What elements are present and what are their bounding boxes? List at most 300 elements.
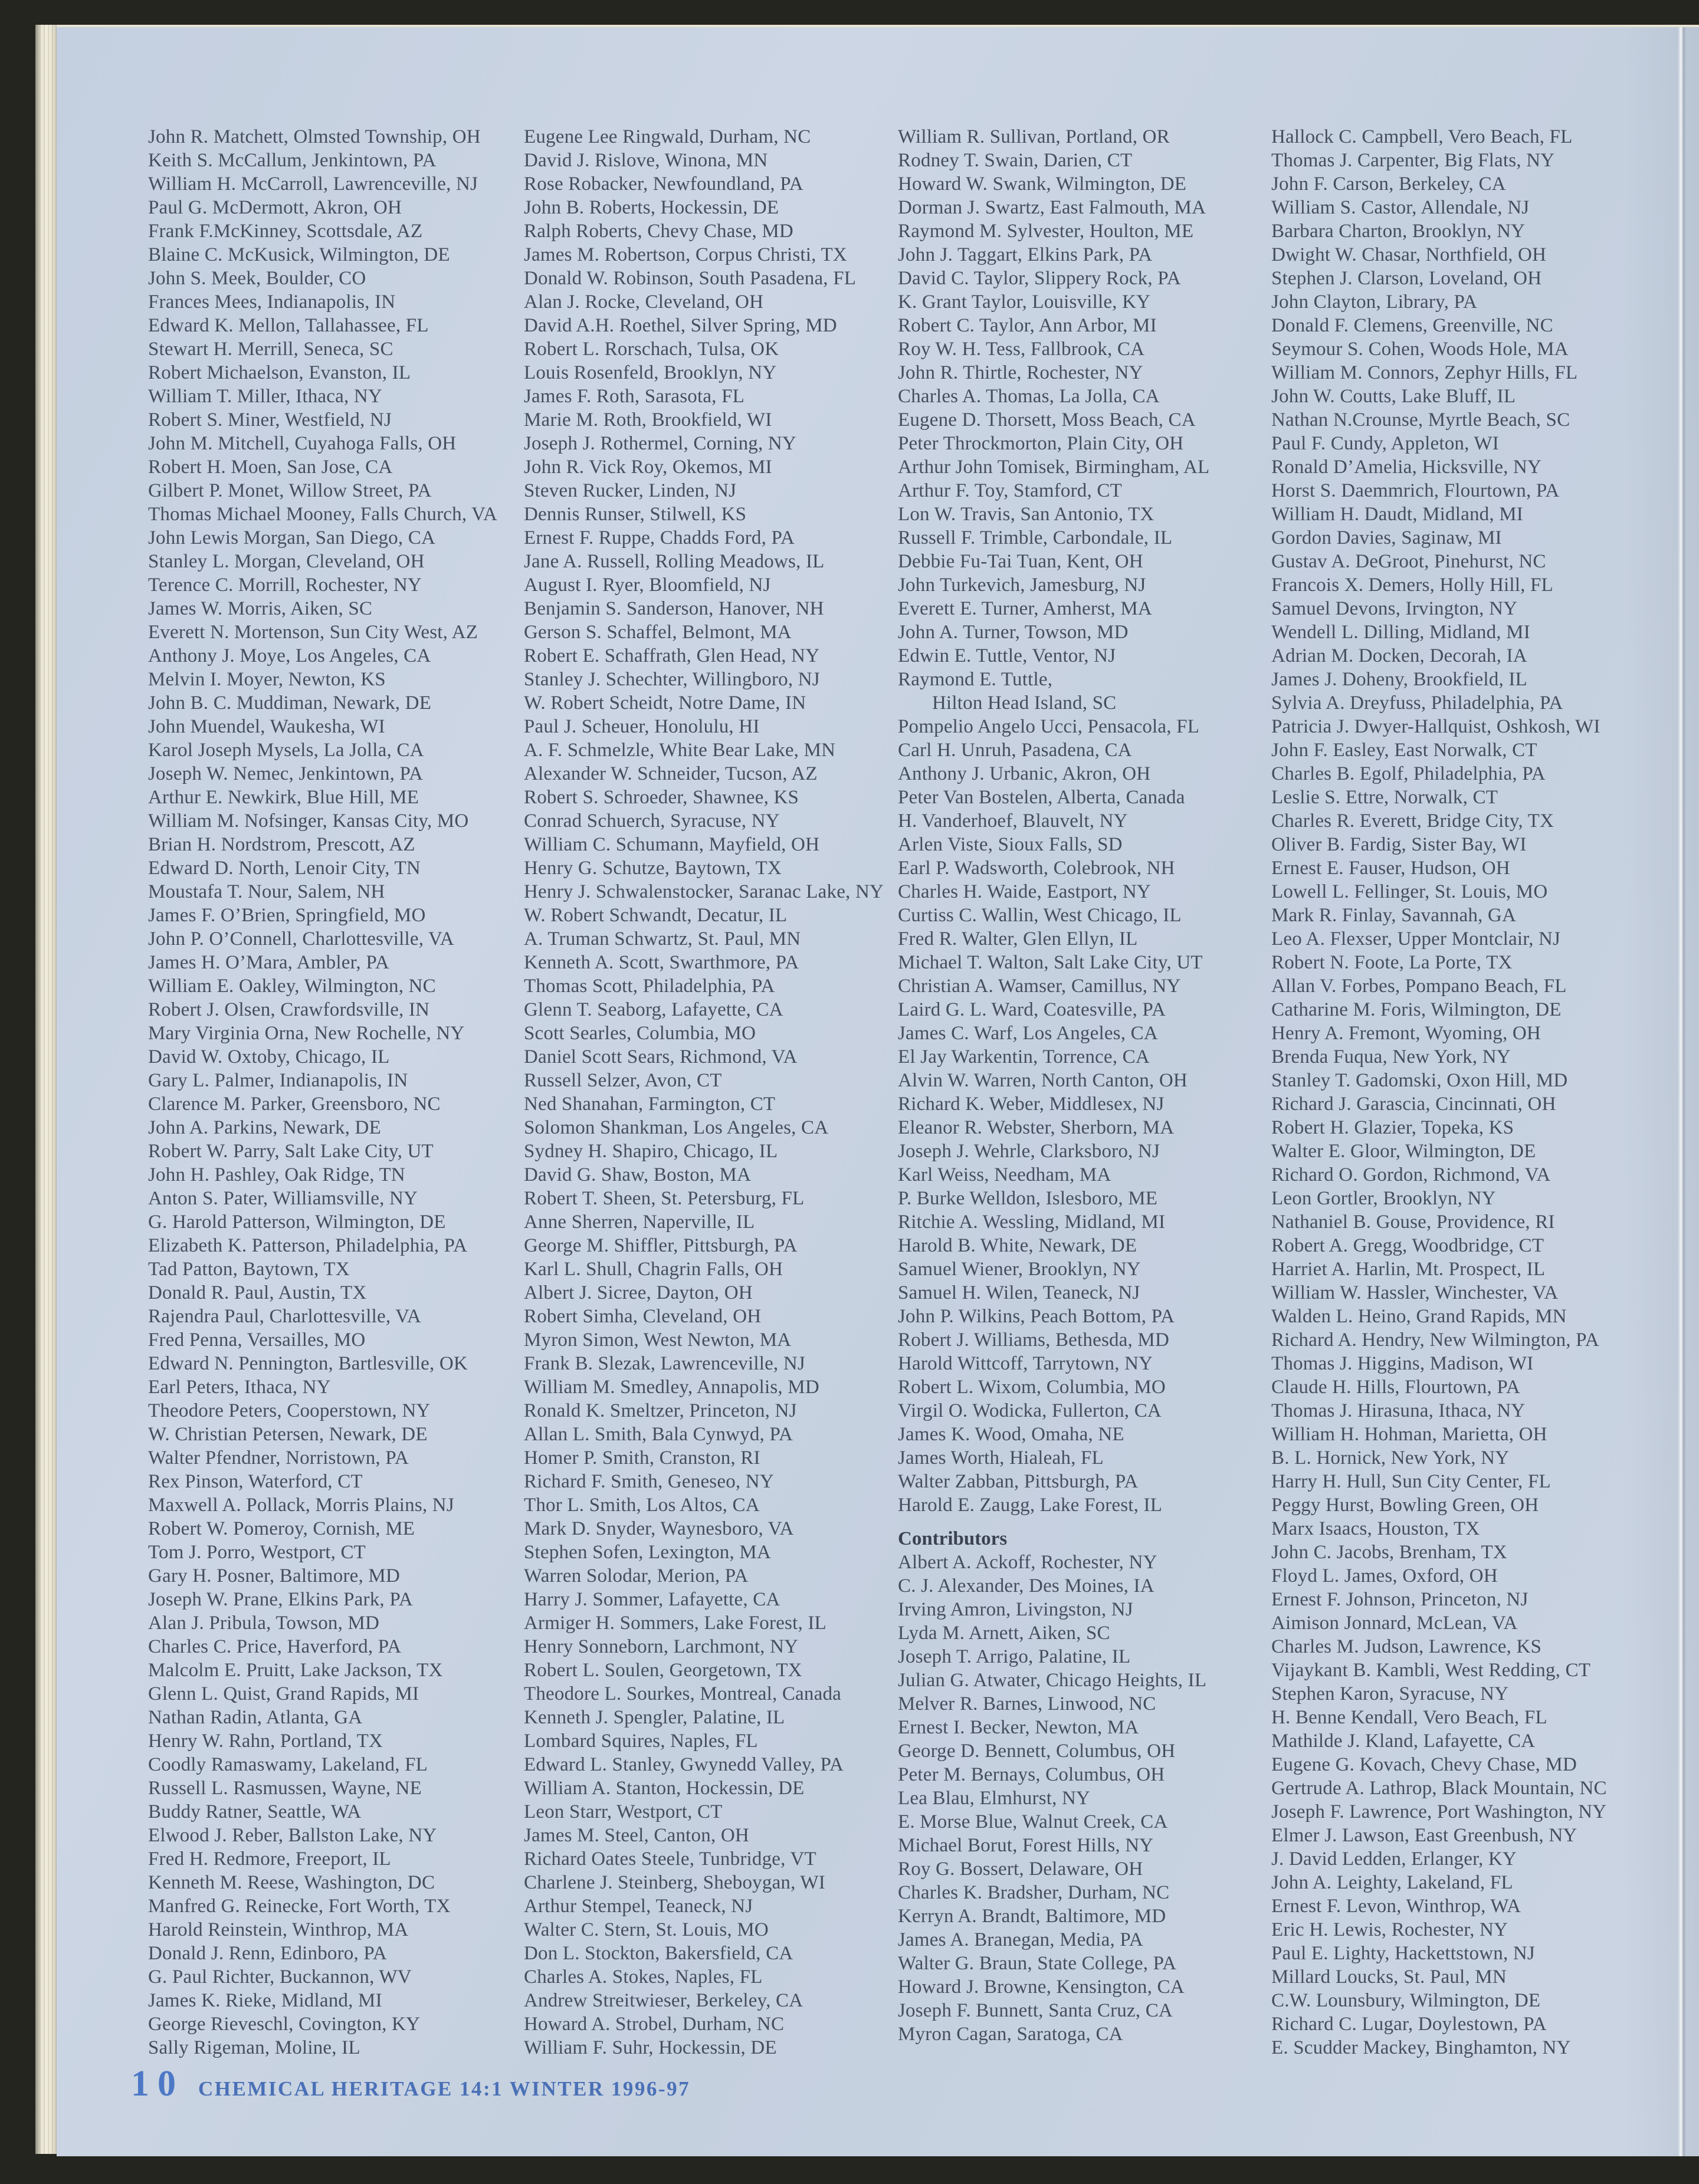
directory-entry: August I. Ryer, Bloomfield, NJ <box>524 574 771 596</box>
directory-entry: John R. Matchett, Olmsted Township, OH <box>148 126 481 147</box>
directory-entry: Robert L. Wixom, Columbia, MO <box>898 1377 1166 1398</box>
directory-entry: John F. Easley, East Norwalk, CT <box>1271 740 1537 761</box>
directory-entry: Raymond E. Tuttle, <box>898 669 1053 690</box>
directory-entry: Gary L. Palmer, Indianapolis, IN <box>148 1070 408 1091</box>
directory-entry: Kenneth J. Spengler, Palatine, IL <box>524 1707 785 1728</box>
directory-entry: Joseph F. Bunnett, Santa Cruz, CA <box>898 2000 1173 2021</box>
directory-entry: Scott Searles, Columbia, MO <box>524 1023 756 1044</box>
directory-entry: Brenda Fuqua, New York, NY <box>1271 1046 1511 1068</box>
directory-entry: Edward D. North, Lenoir City, TN <box>148 858 421 879</box>
directory-entry: Howard A. Strobel, Durham, NC <box>524 2014 785 2035</box>
directory-entry: James F. O’Brien, Springfield, MO <box>148 905 426 926</box>
directory-entry: William S. Castor, Allendale, NJ <box>1271 197 1530 218</box>
directory-entry: James C. Warf, Los Angeles, CA <box>898 1023 1158 1044</box>
directory-entry: Joseph W. Prane, Elkins Park, PA <box>148 1589 413 1610</box>
section-heading: Contributors <box>898 1528 1008 1549</box>
directory-entry: Allan L. Smith, Bala Cynwyd, PA <box>524 1424 793 1445</box>
directory-entry: Carl H. Unruh, Pasadena, CA <box>898 740 1132 761</box>
directory-entry: Henry J. Schwalenstocker, Saranac Lake, NY <box>524 881 884 902</box>
directory-entry: Samuel H. Wilen, Teaneck, NJ <box>898 1282 1140 1303</box>
directory-entry: Seymour S. Cohen, Woods Hole, MA <box>1271 339 1569 360</box>
directory-entry: William M. Connors, Zephyr Hills, FL <box>1271 362 1578 383</box>
directory-entry: Mary Virginia Orna, New Rochelle, NY <box>148 1023 465 1044</box>
directory-entry: Keith S. McCallum, Jenkintown, PA <box>148 150 437 171</box>
directory-entry: Eleanor R. Webster, Sherborn, MA <box>898 1117 1175 1138</box>
directory-entry: Rajendra Paul, Charlottesville, VA <box>148 1306 421 1327</box>
directory-entry: W. Christian Petersen, Newark, DE <box>148 1424 428 1445</box>
directory-entry: Aimison Jonnard, McLean, VA <box>1271 1612 1518 1634</box>
directory-entry: Michael T. Walton, Salt Lake City, UT <box>898 952 1203 973</box>
directory-entry: Robert Michaelson, Evanston, IL <box>148 362 411 383</box>
directory-entry: A. Truman Schwartz, St. Paul, MN <box>524 928 801 950</box>
directory-entry: Tom J. Porro, Westport, CT <box>148 1542 366 1563</box>
directory-entry: Robert T. Sheen, St. Petersburg, FL <box>524 1188 805 1209</box>
directory-entry: Ralph Roberts, Chevy Chase, MD <box>524 221 793 242</box>
directory-entry: Albert J. Sicree, Dayton, OH <box>524 1282 753 1303</box>
directory-entry: Oliver B. Fardig, Sister Bay, WI <box>1271 834 1527 855</box>
directory-entry: Paul F. Cundy, Appleton, WI <box>1271 433 1499 454</box>
directory-entry: Leslie S. Ettre, Norwalk, CT <box>1271 787 1498 808</box>
directory-entry: Wendell L. Dilling, Midland, MI <box>1271 622 1530 643</box>
directory-entry: Walter E. Gloor, Wilmington, DE <box>1271 1141 1536 1162</box>
directory-entry: James W. Morris, Aiken, SC <box>148 598 373 619</box>
directory-entry: Charles H. Waide, Eastport, NY <box>898 881 1151 902</box>
directory-entry: Laird G. L. Ward, Coatesville, PA <box>898 999 1166 1020</box>
directory-entry: Walden L. Heino, Grand Rapids, MN <box>1271 1306 1567 1327</box>
directory-entry-continuation: Hilton Head Island, SC <box>932 692 1117 714</box>
directory-entry: Patricia J. Dwyer-Hallquist, Oshkosh, WI <box>1271 716 1600 737</box>
directory-entry: Gertrude A. Lathrop, Black Mountain, NC <box>1271 1778 1607 1799</box>
directory-entry: Earl Peters, Ithaca, NY <box>148 1377 331 1398</box>
directory-entry: Edward L. Stanley, Gwynedd Valley, PA <box>524 1754 844 1775</box>
directory-entry: James M. Robertson, Corpus Christi, TX <box>524 244 847 265</box>
directory-entry: David J. Rislove, Winona, MN <box>524 150 768 171</box>
directory-entry: Lea Blau, Elmhurst, NY <box>898 1788 1091 1809</box>
directory-entry: John A. Parkins, Newark, DE <box>148 1117 381 1138</box>
directory-entry: Armiger H. Sommers, Lake Forest, IL <box>524 1612 826 1634</box>
directory-entry: Stanley J. Schechter, Willingboro, NJ <box>524 669 820 690</box>
directory-entry: Russell F. Trimble, Carbondale, IL <box>898 527 1173 549</box>
directory-entry: Nathan N.Crounse, Myrtle Beach, SC <box>1271 409 1570 431</box>
directory-entry: Francois X. Demers, Holly Hill, FL <box>1271 574 1553 596</box>
directory-entry: Henry A. Fremont, Wyoming, OH <box>1271 1023 1541 1044</box>
directory-entry: Richard Oates Steele, Tunbridge, VT <box>524 1848 816 1870</box>
directory-entry: Arthur Stempel, Teaneck, NJ <box>524 1896 753 1917</box>
directory-entry: Harold E. Zaugg, Lake Forest, IL <box>898 1495 1163 1516</box>
text-column-2 <box>524 125 893 2060</box>
directory-entry: Paul G. McDermott, Akron, OH <box>148 197 402 218</box>
directory-entry: G. Harold Patterson, Wilmington, DE <box>148 1211 446 1233</box>
directory-entry: John A. Turner, Towson, MD <box>898 622 1129 643</box>
directory-entry: Richard C. Lugar, Doylestown, PA <box>1271 2014 1547 2035</box>
directory-entry: George M. Shiffler, Pittsburgh, PA <box>524 1235 798 1256</box>
directory-entry: Thomas Scott, Philadelphia, PA <box>524 976 775 997</box>
directory-entry: Lyda M. Arnett, Aiken, SC <box>898 1623 1110 1644</box>
directory-entry: E. Morse Blue, Walnut Creek, CA <box>898 1811 1168 1832</box>
directory-entry: Charles B. Egolf, Philadelphia, PA <box>1271 763 1546 784</box>
directory-entry: G. Paul Richter, Buckannon, WV <box>148 1966 412 1988</box>
directory-entry: Sylvia A. Dreyfuss, Philadelphia, PA <box>1271 692 1563 714</box>
directory-entry: Steven Rucker, Linden, NJ <box>524 480 737 501</box>
directory-entry: Virgil O. Wodicka, Fullerton, CA <box>898 1400 1162 1421</box>
directory-entry: Christian A. Wamser, Camillus, NY <box>898 976 1181 997</box>
directory-entry: Walter C. Stern, St. Louis, MO <box>524 1919 769 1940</box>
directory-entry: Glenn L. Quist, Grand Rapids, MI <box>148 1683 419 1704</box>
directory-entry: Frank F.McKinney, Scottsdale, AZ <box>148 221 423 242</box>
directory-entry: Alexander W. Schneider, Tucson, AZ <box>524 763 818 784</box>
directory-entry: Leon Starr, Westport, CT <box>524 1801 723 1822</box>
directory-entry: Peter Van Bostelen, Alberta, Canada <box>898 787 1185 808</box>
directory-entry: Buddy Ratner, Seattle, WA <box>148 1801 362 1822</box>
directory-entry: Walter Pfendner, Norristown, PA <box>148 1447 409 1469</box>
directory-entry: Homer P. Smith, Cranston, RI <box>524 1447 760 1469</box>
directory-entry: Gary H. Posner, Baltimore, MD <box>148 1565 401 1587</box>
directory-entry: Lowell L. Fellinger, St. Louis, MO <box>1271 881 1548 902</box>
directory-entry: C. J. Alexander, Des Moines, IA <box>898 1575 1154 1597</box>
directory-entry: Robert S. Schroeder, Shawnee, KS <box>524 787 799 808</box>
directory-entry: Paul J. Scheuer, Honolulu, HI <box>524 716 760 737</box>
directory-entry: Jane A. Russell, Rolling Meadows, IL <box>524 551 825 572</box>
directory-entry: Thomas Michael Mooney, Falls Church, VA <box>148 504 497 525</box>
directory-entry: James K. Wood, Omaha, NE <box>898 1424 1124 1445</box>
directory-entry: William H. Daudt, Midland, MI <box>1271 504 1524 525</box>
directory-entry: Harold Reinstein, Winthrop, MA <box>148 1919 409 1940</box>
directory-entry: Gordon Davies, Saginaw, MI <box>1271 527 1502 549</box>
directory-entry: K. Grant Taylor, Louisville, KY <box>898 291 1151 313</box>
directory-entry: Conrad Schuerch, Syracuse, NY <box>524 810 780 832</box>
directory-entry: Charlene J. Steinberg, Sheboygan, WI <box>524 1872 825 1893</box>
directory-entry: George D. Bennett, Columbus, OH <box>898 1740 1176 1762</box>
directory-entry: Theodore Peters, Cooperstown, NY <box>148 1400 431 1421</box>
directory-entry: John F. Carson, Berkeley, CA <box>1271 173 1506 195</box>
directory-entry: Everett N. Mortenson, Sun City West, AZ <box>148 622 478 643</box>
directory-entry: Tad Patton, Baytown, TX <box>148 1259 350 1280</box>
directory-entry: John Turkevich, Jamesburg, NJ <box>898 574 1146 596</box>
directory-entry: John Clayton, Library, PA <box>1271 291 1478 313</box>
directory-entry: Robert C. Taylor, Ann Arbor, MI <box>898 315 1157 336</box>
directory-entry: Karol Joseph Mysels, La Jolla, CA <box>148 740 424 761</box>
directory-entry: Kerryn A. Brandt, Baltimore, MD <box>898 1906 1166 1927</box>
directory-entry: Nathan Radin, Atlanta, GA <box>148 1707 363 1728</box>
directory-entry: Ernest E. Fauser, Hudson, OH <box>1271 858 1510 879</box>
directory-entry: Walter G. Braun, State College, PA <box>898 1953 1177 1974</box>
directory-entry: William T. Miller, Ithaca, NY <box>148 386 382 407</box>
directory-entry: Irving Amron, Livingston, NJ <box>898 1599 1133 1620</box>
directory-entry: John C. Jacobs, Brenham, TX <box>1271 1542 1507 1563</box>
directory-entry: Everett E. Turner, Amherst, MA <box>898 598 1152 619</box>
directory-entry: Samuel Wiener, Brooklyn, NY <box>898 1259 1141 1280</box>
directory-entry: Mark R. Finlay, Savannah, GA <box>1271 905 1516 926</box>
directory-entry: John R. Thirtle, Rochester, NY <box>898 362 1143 383</box>
directory-entry: Peggy Hurst, Bowling Green, OH <box>1271 1495 1539 1516</box>
directory-entry: Earl P. Wadsworth, Colebrook, NH <box>898 858 1175 879</box>
directory-entry: David W. Oxtoby, Chicago, IL <box>148 1046 390 1068</box>
directory-entry: Solomon Shankman, Los Angeles, CA <box>524 1117 829 1138</box>
directory-entry: W. Robert Schwandt, Decatur, IL <box>524 905 788 926</box>
directory-entry: David G. Shaw, Boston, MA <box>524 1164 752 1185</box>
directory-entry: William R. Sullivan, Portland, OR <box>898 126 1170 147</box>
directory-entry: Dorman J. Swartz, East Falmouth, MA <box>898 197 1206 218</box>
directory-entry: Floyd L. James, Oxford, OH <box>1271 1565 1498 1587</box>
directory-entry: Henry W. Rahn, Portland, TX <box>148 1730 383 1752</box>
directory-entry: Sally Rigeman, Moline, IL <box>148 2037 360 2058</box>
directory-entry: Stanley T. Gadomski, Oxon Hill, MD <box>1271 1070 1568 1091</box>
directory-entry: Manfred G. Reinecke, Fort Worth, TX <box>148 1896 451 1917</box>
directory-entry: Louis Rosenfeld, Brooklyn, NY <box>524 362 777 383</box>
directory-entry: Thor L. Smith, Los Altos, CA <box>524 1495 760 1516</box>
directory-entry: Alvin W. Warren, North Canton, OH <box>898 1070 1188 1091</box>
directory-entry: Arlen Viste, Sioux Falls, SD <box>898 834 1123 855</box>
directory-entry: Richard J. Garascia, Cincinnati, OH <box>1271 1093 1556 1115</box>
directory-entry: Roy W. H. Tess, Fallbrook, CA <box>898 339 1145 360</box>
directory-entry: Rex Pinson, Waterford, CT <box>148 1471 363 1492</box>
directory-entry: Richard F. Smith, Geneseo, NY <box>524 1471 774 1492</box>
directory-entry: Myron Cagan, Saratoga, CA <box>898 2024 1123 2045</box>
directory-entry: H. Vanderhoef, Blauvelt, NY <box>898 810 1128 832</box>
directory-entry: Donald R. Paul, Austin, TX <box>148 1282 367 1303</box>
directory-entry: Ned Shanahan, Farmington, CT <box>524 1093 776 1115</box>
directory-entry: Coodly Ramaswamy, Lakeland, FL <box>148 1754 428 1775</box>
directory-entry: Charles A. Thomas, La Jolla, CA <box>898 386 1160 407</box>
directory-entry: Frank B. Slezak, Lawrenceville, NJ <box>524 1353 805 1374</box>
page-crease <box>1678 27 1686 2156</box>
directory-entry: Ernest I. Becker, Newton, MA <box>898 1717 1139 1738</box>
directory-entry: Harold Wittcoff, Tarrytown, NY <box>898 1353 1153 1374</box>
directory-entry: Ernest F. Ruppe, Chadds Ford, PA <box>524 527 795 549</box>
directory-entry: Moustafa T. Nour, Salem, NH <box>148 881 385 902</box>
directory-entry: Hallock C. Campbell, Vero Beach, FL <box>1271 126 1573 147</box>
directory-entry: Robert L. Rorschach, Tulsa, OK <box>524 339 779 360</box>
directory-entry: Benjamin S. Sanderson, Hanover, NH <box>524 598 824 619</box>
directory-entry: Elizabeth K. Patterson, Philadelphia, PA <box>148 1235 468 1256</box>
directory-entry: Henry Sonneborn, Larchmont, NY <box>524 1636 799 1657</box>
directory-entry: Robert S. Miner, Westfield, NJ <box>148 409 392 431</box>
directory-entry: Robert J. Williams, Bethesda, MD <box>898 1329 1170 1351</box>
directory-entry: Anthony J. Urbanic, Akron, OH <box>898 763 1151 784</box>
directory-entry: Elmer J. Lawson, East Greenbush, NY <box>1271 1825 1577 1846</box>
directory-entry: Melver R. Barnes, Linwood, NC <box>898 1693 1156 1715</box>
directory-entry: James H. O’Mara, Ambler, PA <box>148 952 389 973</box>
directory-entry: Anton S. Pater, Williamsville, NY <box>148 1188 418 1209</box>
directory-entry: Gilbert P. Monet, Willow Street, PA <box>148 480 432 501</box>
directory-entry: William M. Smedley, Annapolis, MD <box>524 1377 819 1398</box>
directory-entry: Arthur E. Newkirk, Blue Hill, ME <box>148 787 419 808</box>
directory-entry: Robert J. Olsen, Crawfordsville, IN <box>148 999 430 1020</box>
directory-entry: Robert H. Moen, San Jose, CA <box>148 456 393 478</box>
directory-entry: Terence C. Morrill, Rochester, NY <box>148 574 422 596</box>
directory-entry: Karl L. Shull, Chagrin Falls, OH <box>524 1259 783 1280</box>
directory-entry: Arthur F. Toy, Stamford, CT <box>898 480 1122 501</box>
directory-entry: Edward N. Pennington, Bartlesville, OK <box>148 1353 468 1374</box>
directory-entry: Lon W. Travis, San Antonio, TX <box>898 504 1154 525</box>
directory-entry: Pompelio Angelo Ucci, Pensacola, FL <box>898 716 1200 737</box>
directory-entry: George Rieveschl, Covington, KY <box>148 2014 421 2035</box>
directory-entry: John M. Mitchell, Cuyahoga Falls, OH <box>148 433 457 454</box>
directory-entry: William M. Nofsinger, Kansas City, MO <box>148 810 469 832</box>
directory-entry: Sydney H. Shapiro, Chicago, IL <box>524 1141 778 1162</box>
directory-entry: James K. Rieke, Midland, MI <box>148 1990 382 2011</box>
directory-entry: Ronald K. Smeltzer, Princeton, NJ <box>524 1400 797 1421</box>
directory-entry: Brian H. Nordstrom, Prescott, AZ <box>148 834 415 855</box>
directory-entry: Dennis Runser, Stilwell, KS <box>524 504 747 525</box>
text-column-3 <box>898 125 1267 2046</box>
directory-entry: William F. Suhr, Hockessin, DE <box>524 2037 777 2058</box>
directory-entry: Karl Weiss, Needham, MA <box>898 1164 1111 1185</box>
directory-entry: B. L. Hornick, New York, NY <box>1271 1447 1510 1469</box>
directory-entry: Barbara Charton, Brooklyn, NY <box>1271 221 1526 242</box>
directory-entry: Joseph J. Rothermel, Corning, NY <box>524 433 796 454</box>
directory-entry: Anne Sherren, Naperville, IL <box>524 1211 755 1233</box>
directory-entry: Melvin I. Moyer, Newton, KS <box>148 669 386 690</box>
directory-entry: John P. Wilkins, Peach Bottom, PA <box>898 1306 1175 1327</box>
directory-entry: Clarence M. Parker, Greensboro, NC <box>148 1093 441 1115</box>
directory-entry: John S. Meek, Boulder, CO <box>148 268 366 289</box>
directory-entry: Thomas J. Carpenter, Big Flats, NY <box>1271 150 1555 171</box>
directory-entry: John B. C. Muddiman, Newark, DE <box>148 692 432 714</box>
page-edge-strip <box>35 25 58 2154</box>
directory-entry: Kenneth M. Reese, Washington, DC <box>148 1872 435 1893</box>
directory-entry: Charles M. Judson, Lawrence, KS <box>1271 1636 1542 1657</box>
directory-entry: Elwood J. Reber, Ballston Lake, NY <box>148 1825 437 1846</box>
directory-entry: Arthur John Tomisek, Birmingham, AL <box>898 456 1210 478</box>
directory-entry: John Muendel, Waukesha, WI <box>148 716 385 737</box>
directory-entry: Mark D. Snyder, Waynesboro, VA <box>524 1518 794 1539</box>
directory-entry: David C. Taylor, Slippery Rock, PA <box>898 268 1181 289</box>
directory-entry: Stewart H. Merrill, Seneca, SC <box>148 339 393 360</box>
directory-entry: Henry G. Schutze, Baytown, TX <box>524 858 782 879</box>
directory-entry: Ernest F. Johnson, Princeton, NJ <box>1271 1589 1529 1610</box>
directory-entry: Myron Simon, West Newton, MA <box>524 1329 792 1351</box>
directory-entry: Richard K. Weber, Middlesex, NJ <box>898 1093 1165 1115</box>
directory-entry: Mathilde J. Kland, Lafayette, CA <box>1271 1730 1536 1752</box>
directory-entry: Maxwell A. Pollack, Morris Plains, NJ <box>148 1495 454 1516</box>
directory-entry: Stanley L. Morgan, Cleveland, OH <box>148 551 425 572</box>
directory-entry: W. Robert Scheidt, Notre Dame, IN <box>524 692 806 714</box>
directory-entry: William A. Stanton, Hockessin, DE <box>524 1778 805 1799</box>
directory-entry: Charles A. Stokes, Naples, FL <box>524 1966 763 1988</box>
directory-entry: Warren Solodar, Merion, PA <box>524 1565 749 1587</box>
directory-entry: Leon Gortler, Brooklyn, NY <box>1271 1188 1496 1209</box>
directory-entry: John A. Leighty, Lakeland, FL <box>1271 1872 1513 1893</box>
directory-entry: Eugene D. Thorsett, Moss Beach, CA <box>898 409 1196 431</box>
directory-entry: Daniel Scott Sears, Richmond, VA <box>524 1046 798 1068</box>
directory-entry: Blaine C. McKusick, Wilmington, DE <box>148 244 450 265</box>
directory-entry: Ronald D’Amelia, Hicksville, NY <box>1271 456 1542 478</box>
directory-entry: Harold B. White, Newark, DE <box>898 1235 1137 1256</box>
directory-entry: Debbie Fu-Tai Tuan, Kent, OH <box>898 551 1143 572</box>
directory-entry: John J. Taggart, Elkins Park, PA <box>898 244 1153 265</box>
directory-entry: Vijaykant B. Kambli, West Redding, CT <box>1271 1660 1591 1681</box>
directory-entry: Catharine M. Foris, Wilmington, DE <box>1271 999 1562 1020</box>
directory-entry: Paul E. Lighty, Hackettstown, NJ <box>1271 1943 1535 1964</box>
directory-entry: John P. O’Connell, Charlottesville, VA <box>148 928 454 950</box>
directory-entry: Harriet A. Harlin, Mt. Prospect, IL <box>1271 1259 1546 1280</box>
directory-entry: Howard J. Browne, Kensington, CA <box>898 1976 1185 1998</box>
directory-entry: Charles R. Everett, Bridge City, TX <box>1271 810 1554 832</box>
directory-entry: E. Scudder Mackey, Binghamton, NY <box>1271 2037 1571 2058</box>
directory-entry: Gustav A. DeGroot, Pinehurst, NC <box>1271 551 1546 572</box>
directory-entry: Joseph J. Wehrle, Clarksboro, NJ <box>898 1141 1160 1162</box>
directory-entry: Harry H. Hull, Sun City Center, FL <box>1271 1471 1551 1492</box>
directory-entry: Robert N. Foote, La Porte, TX <box>1271 952 1513 973</box>
directory-entry: William H. Hohman, Marietta, OH <box>1271 1424 1547 1445</box>
directory-entry: Edwin E. Tuttle, Ventor, NJ <box>898 645 1116 666</box>
directory-entry: Stephen Sofen, Lexington, MA <box>524 1542 771 1563</box>
directory-entry: Robert Simha, Cleveland, OH <box>524 1306 762 1327</box>
directory-entry: Peter Throckmorton, Plain City, OH <box>898 433 1184 454</box>
directory-entry: Richard O. Gordon, Richmond, VA <box>1271 1164 1551 1185</box>
directory-entry: Anthony J. Moye, Los Angeles, CA <box>148 645 431 666</box>
directory-entry: Andrew Streitwieser, Berkeley, CA <box>524 1990 803 2011</box>
directory-entry: Howard W. Swank, Wilmington, DE <box>898 173 1187 195</box>
directory-entry: Curtiss C. Wallin, West Chicago, IL <box>898 905 1182 926</box>
directory-entry: Marx Isaacs, Houston, TX <box>1271 1518 1480 1539</box>
directory-entry: Frances Mees, Indianapolis, IN <box>148 291 396 313</box>
directory-entry: Donald W. Robinson, South Pasadena, FL <box>524 268 857 289</box>
directory-entry: John R. Vick Roy, Okemos, MI <box>524 456 772 478</box>
directory-entry: Roy G. Bossert, Delaware, OH <box>898 1858 1143 1880</box>
directory-entry: Rose Robacker, Newfoundland, PA <box>524 173 803 195</box>
directory-entry: James M. Steel, Canton, OH <box>524 1825 749 1846</box>
directory-entry: John Lewis Morgan, San Diego, CA <box>148 527 436 549</box>
directory-entry: Glenn T. Seaborg, Lafayette, CA <box>524 999 783 1020</box>
directory-entry: Kenneth A. Scott, Swarthmore, PA <box>524 952 799 973</box>
directory-entry: Raymond M. Sylvester, Houlton, ME <box>898 221 1194 242</box>
directory-entry: David A.H. Roethel, Silver Spring, MD <box>524 315 837 336</box>
directory-entry: Fred Penna, Versailles, MO <box>148 1329 366 1351</box>
directory-entry: Robert A. Gregg, Woodbridge, CT <box>1271 1235 1544 1256</box>
directory-entry: Joseph F. Lawrence, Port Washington, NY <box>1271 1801 1607 1822</box>
directory-entry: Charles K. Bradsher, Durham, NC <box>898 1882 1170 1903</box>
page-footer <box>131 2063 690 2105</box>
directory-entry: Ernest F. Levon, Winthrop, WA <box>1271 1896 1521 1917</box>
directory-entry: Harry J. Sommer, Lafayette, CA <box>524 1589 780 1610</box>
magazine-page <box>57 25 1699 2156</box>
directory-entry: Joseph W. Nemec, Jenkintown, PA <box>148 763 424 784</box>
directory-entry: Samuel Devons, Irvington, NY <box>1271 598 1518 619</box>
directory-entry: Richard A. Hendry, New Wilmington, PA <box>1271 1329 1599 1351</box>
directory-entry: A. F. Schmelzle, White Bear Lake, MN <box>524 740 836 761</box>
directory-entry: Robert H. Glazier, Topeka, KS <box>1271 1117 1514 1138</box>
directory-entry: Edward K. Mellon, Tallahassee, FL <box>148 315 429 336</box>
directory-entry: Millard Loucks, St. Paul, MN <box>1271 1966 1507 1988</box>
directory-entry: Russell Selzer, Avon, CT <box>524 1070 722 1091</box>
directory-entry: P. Burke Welldon, Islesboro, ME <box>898 1188 1158 1209</box>
directory-entry: Donald J. Renn, Edinboro, PA <box>148 1943 387 1964</box>
directory-entry: Malcolm E. Pruitt, Lake Jackson, TX <box>148 1660 443 1681</box>
directory-entry: William E. Oakley, Wilmington, NC <box>148 976 436 997</box>
directory-entry: J. David Ledden, Erlanger, KY <box>1271 1848 1517 1870</box>
directory-entry: Fred H. Redmore, Freeport, IL <box>148 1848 391 1870</box>
directory-entry: Stephen Karon, Syracuse, NY <box>1271 1683 1509 1704</box>
directory-entry: James Worth, Hialeah, FL <box>898 1447 1104 1469</box>
directory-entry: Stephen J. Clarson, Loveland, OH <box>1271 268 1542 289</box>
directory-entry: Ritchie A. Wessling, Midland, MI <box>898 1211 1166 1233</box>
directory-entry: C.W. Lounsbury, Wilmington, DE <box>1271 1990 1541 2011</box>
directory-entry: Alan J. Pribula, Towson, MD <box>148 1612 380 1634</box>
directory-entry: William W. Hassler, Winchester, VA <box>1271 1282 1559 1303</box>
journal-title-line: CHEMICAL HERITAGE 14:1 WINTER 1996-97 <box>198 2077 691 2100</box>
directory-entry: Russell L. Rasmussen, Wayne, NE <box>148 1778 422 1799</box>
text-column-1 <box>148 125 517 2060</box>
directory-entry: Horst S. Daemmrich, Flourtown, PA <box>1271 480 1560 501</box>
directory-entry: Robert L. Soulen, Georgetown, TX <box>524 1660 802 1681</box>
directory-entry: Donald F. Clemens, Greenville, NC <box>1271 315 1553 336</box>
directory-entry: Fred R. Walter, Glen Ellyn, IL <box>898 928 1138 950</box>
directory-entry: Peter M. Bernays, Columbus, OH <box>898 1764 1165 1785</box>
directory-entry: James F. Roth, Sarasota, FL <box>524 386 744 407</box>
directory-entry: Robert W. Parry, Salt Lake City, UT <box>148 1141 434 1162</box>
